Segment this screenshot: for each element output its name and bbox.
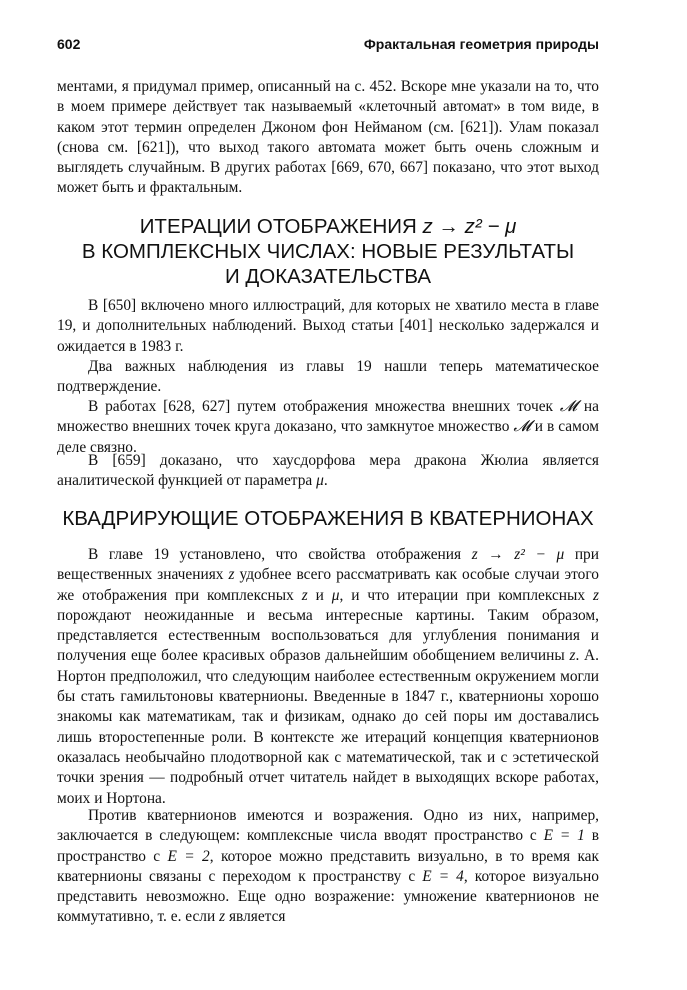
set-M-symbol: 𝓜	[559, 398, 578, 415]
section-heading-quaternions: КВАДРИРУЮЩИЕ ОТОБРАЖЕНИЯ В КВАТЕРНИОНАХ	[62, 507, 594, 530]
page-header	[57, 36, 599, 56]
intro-paragraph: ментами, я придумал пример, описанный на с. 452. Вскоре мне указали на то, что в моем примере действует так называемый «клеточный автомат» в том виде, в каком этот термин определен Джоном фон Нейманом (см. [621]). Улам показал (снова см. [621]), что выход такого автомата может быть очень сложным и выглядеть случайным. В других работах [669, 670, 667] показано, что этот выход может быть и фрактальным.	[57, 78, 599, 197]
heading-line-2: В КОМПЛЕКСНЫХ ЧИСЛАХ: НОВЫЕ РЕЗУЛЬТАТЫ	[81, 240, 575, 263]
heading-line-3: И ДОКАЗАТЕЛЬСТВА	[224, 265, 432, 288]
paragraph: В работах [628, 627] путем отображения множества внешних точек 𝓜 на множество внешних точек круга доказано, что замкнутое множество 𝓜 и в самом деле связно.	[57, 398, 599, 456]
map-formula: z → z² − μ	[471, 546, 565, 563]
heading-line-1: ИТЕРАЦИИ ОТОБРАЖЕНИЯ z → z² − μ	[139, 215, 517, 238]
heading-formula: z → z² − μ	[422, 215, 517, 238]
section-heading-iterations	[40, 214, 616, 289]
set-M-symbol: 𝓜	[513, 418, 531, 436]
paragraph: В [650] включено много иллюстраций, для которых не хватило места в главе 19, и дополнительных наблюдений. Выход статьи [401] несколько задержался и ожидается в 1983 г.	[57, 297, 599, 355]
page-number: 602	[57, 36, 81, 52]
paragraph: В [659] доказано, что хаусдорфова мера дракона Жюлиа является аналитической функцией от параметра μ.	[57, 452, 599, 490]
running-title: Фрактальная геометрия природы	[363, 36, 599, 52]
paragraph: В главе 19 установлено, что свойства отображения z → z² − μ при вещественных значениях z удобнее всего рассматривать как особые случаи этого же отображения при комплексных z и μ, и что итерации при комплексных z порождают неожиданные и весьма интересные картины. Таким образом, представляется естественным воспользоваться для углубления понимания и получения еще более красивых образов дальнейшим обобщением величины z. А. Нортон предположил, что следующим наиболее естественным окружением могли бы стать гамильтоновы кватернионы. Введенные в 1847 г., кватернионы хорошо знакомы как математикам, так и физикам, однако до сей поры им доставались лишь второстепенные роли. В контексте же итераций концепция кватернионов оказалась необычайно плодотворной как с математической, так и с эстетической точки зрения — подробный отчет читатель найдет в выходящих вскоре работах, моих и Нортона.	[57, 546, 599, 807]
paragraph: Против кватернионов имеются и возражения. Одно из них, например, заключается в следующем: комплексные числа вводят пространство с E = 1 в пространство с E = 2, которое можно представить визуально, в то время как кватернионы связаны с переходом к пространству с E = 4, которое визуально представить невозможно. Еще одно возражение: умножение кватернионов не коммутативно, т. е. если z является	[57, 807, 599, 926]
mu-symbol: μ	[316, 472, 324, 490]
paragraph: Два важных наблюдения из главы 19 нашли теперь математическое подтверждение.	[57, 358, 599, 396]
